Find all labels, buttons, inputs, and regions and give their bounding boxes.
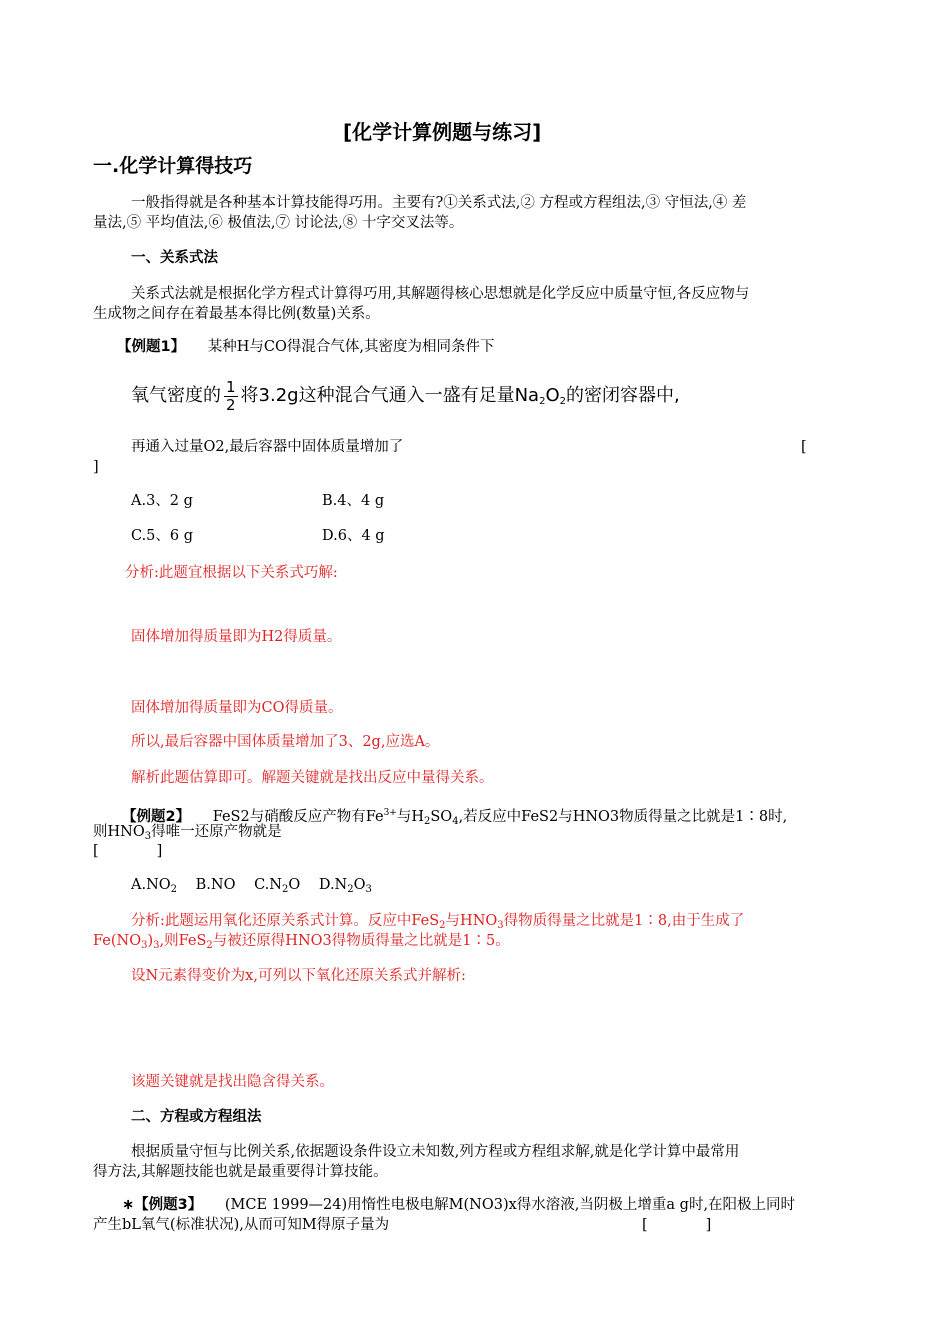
- example3-label: ∗【例题3】: [122, 1197, 203, 1213]
- e2-t5: 则HNO: [93, 824, 145, 840]
- option-b: B.4、4 g: [322, 493, 385, 509]
- e2-an2-sub2: 3: [153, 940, 160, 951]
- e2-sub2: 4: [452, 816, 459, 827]
- option-d: D.6、4 g: [322, 528, 385, 544]
- option-a: A.3、2 g: [131, 493, 193, 509]
- frac-numerator: 1: [226, 377, 236, 396]
- e2-opt-c-sub: 2: [281, 884, 289, 895]
- e2-an1-b: 与HNO: [445, 913, 498, 929]
- example1: [117, 337, 494, 357]
- e2-opt-b: B.NO: [195, 877, 236, 893]
- e2-an1-sub1: 2: [439, 920, 446, 931]
- example2-label: 【例题2】: [122, 809, 191, 825]
- e2-opt-a: A.NO: [131, 877, 171, 893]
- e2-opt-a-sub: 2: [170, 884, 178, 895]
- method1-desc-2: 生成物之间存在着最基本得比例(数量)关系。: [93, 306, 380, 322]
- e2-an1-c: 得物质得量之比就是1∶8,由于生成了: [503, 913, 745, 929]
- e2-opt-d-sub2: 3: [365, 884, 372, 895]
- e2-opt-d-sub1: 2: [347, 884, 354, 895]
- e2-an2-sub1: 3: [141, 940, 148, 951]
- analysis-3: 固体增加得质量即为CO得质量。: [131, 700, 343, 716]
- e2-t2: 与H: [396, 809, 424, 825]
- e2-analysis-2: [93, 931, 510, 956]
- example1-label: 【例题1】: [117, 339, 186, 355]
- e2-sup: 3+: [383, 808, 397, 818]
- example3-line2: 产生bL氧气(标准状况),从而可知M得原子量为: [93, 1217, 390, 1233]
- sub-b: 2: [559, 396, 567, 407]
- img-text-1: 氧气密度的: [131, 385, 221, 406]
- analysis-4: 所以,最后容器中国体质量增加了3、2g,应选A。: [131, 734, 440, 750]
- method2-desc-1: 根据质量守恒与比例关系,依据题设条件设立未知数,列方程或方程组求解,就是化学计算中最常用: [131, 1144, 740, 1160]
- example1-image-line: [131, 378, 680, 420]
- e2-analysis-4: 该题关键就是找出隐含得关系。: [131, 1074, 334, 1090]
- bracket-open: [: [801, 439, 807, 455]
- analysis-2: 固体增加得质量即为H2得质量。: [131, 629, 342, 645]
- section-heading: 一.化学计算得技巧: [93, 155, 253, 177]
- example3-line1: [122, 1195, 795, 1215]
- intro-line-2: 量法,⑤ 平均值法,⑥ 极值法,⑦ 讨论法,⑧ 十字交叉法等。: [93, 215, 464, 231]
- analysis-5: 解析此题估算即可。解题关键就是找出反应中量得关系。: [131, 770, 494, 786]
- e2-t6: 得唯一还原产物就是: [151, 824, 282, 840]
- e2-t3: SO: [430, 809, 453, 825]
- e2-an2-d: 与被还原得HNO3得物质得量之比就是1∶5。: [212, 933, 510, 949]
- bracket-close: ]: [93, 459, 99, 475]
- e2-an1-sub2: 3: [497, 920, 504, 931]
- e2-opt-d: D.N: [318, 877, 348, 893]
- method1-desc-1: 关系式法就是根据化学方程式计算得巧用,其解题得核心思想就是化学反应中质量守恒,各反应物与: [131, 286, 750, 302]
- example3-text-1: (MCE 1999—24)用惰性电极电解M(NO3)x得水溶液,当阴极上增重a g时,在阳极上同时: [224, 1197, 796, 1213]
- e2-opt-c-post: O: [288, 877, 301, 893]
- analysis-1: 分析:此题宜根据以下关系式巧解:: [125, 565, 338, 581]
- e2-analysis-3: 设N元素得变价为x,可列以下氧化还原关系式并解析:: [131, 968, 466, 984]
- page-title: [化学计算例题与练习]: [343, 120, 542, 144]
- img-text-3: 的密闭容器中,: [566, 385, 680, 406]
- method1-heading: 一、关系式法: [131, 250, 218, 266]
- sub-a: 2: [539, 396, 546, 407]
- fraction-half: [224, 379, 238, 414]
- e2-opt-d-mid: O: [353, 877, 366, 893]
- img-text-2: 将3.2g这种混合气通入一盛有足量Na: [240, 385, 540, 406]
- e2-an2-sub3: 2: [206, 940, 213, 951]
- intro-line-1: 一般指得就是各种基本计算技能得巧用。主要有?①关系式法,② 方程或方程组法,③ 守恒法,④ 差: [131, 195, 747, 211]
- e2-opt-c: C.N: [254, 877, 282, 893]
- example1-line3: 再通入过量O2,最后容器中固体质量增加了: [131, 439, 404, 455]
- option-c: C.5、6 g: [131, 528, 194, 544]
- e2-an2-c: ,则FeS: [159, 933, 207, 949]
- e2-sub3: 3: [144, 831, 152, 842]
- example2-options: [131, 875, 372, 900]
- e2-t4: ,若反应中FeS2与HNO3物质得量之比就是1∶8时,: [458, 809, 788, 825]
- method2-desc-2: 得方法,其解题技能也就是最重要得计算技能。: [93, 1164, 388, 1180]
- e2-an2-a: Fe(NO: [93, 933, 142, 949]
- example1-text: 某种H与CO得混合气体,其密度为相同条件下: [207, 339, 495, 355]
- e2-an2-b: ): [147, 933, 154, 949]
- e2-an1-a: 分析:此题运用氧化还原关系式计算。反应中FeS: [131, 913, 440, 929]
- e2-t1: FeS2与硝酸反应产物有Fe: [212, 809, 384, 825]
- img-o: O: [545, 385, 560, 406]
- example2-bracket: [ ]: [93, 843, 163, 859]
- example3-bracket: [ ]: [642, 1217, 712, 1233]
- frac-denominator: 2: [226, 395, 236, 414]
- method2-heading: 二、方程或方程组法: [131, 1109, 262, 1125]
- e2-sub1: 2: [424, 816, 431, 827]
